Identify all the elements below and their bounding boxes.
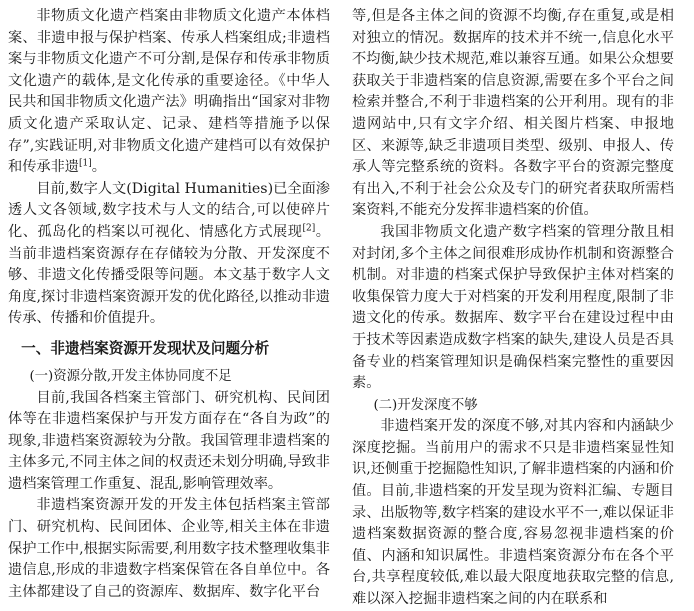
paragraph-text: 。当前非遗档案资源存在存储较为分散、开发深度不够、非遗文化传播受限等问题。本文基于数字人文角度,探讨非遗档案资源开发的优化路径,以推动非遗传承、传播和价值提升。	[8, 223, 330, 327]
paragraph-depth: 非遗档案开发的深度不够,对其内容和内涵缺少深度挖掘。当前用户的需求不只是非遗档案显性知识,还侧重于挖掘隐性知识,了解非遗档案的内涵和价值。目前,非遗档案的开发呈现为资料汇编、专题目录、出版物等,数字档案的建设水平不一,难以保证非遗档案数据资源的整合度,容易忽视非遗档案的价值、内涵和知识属性。非遗档案资源分布在各个平台,共享程度较低,难以最大限度地获取完整的信息,难以深入挖掘非遗档案之间的内在联系和	[352, 418, 674, 608]
paragraph-management-closed: 我国非物质文化遗产数字档案的管理分散且相对封闭,多个主体之间很难形成协作机制和资源整合机制。对非遗的档案式保护导致保护主体对档案的收集保管力度大于对档案的开发利用程度,限制了非遗文化的传承。数据库、数字平台在建设过程中由于技术等因素造成数字档案的缺失,建设人员是否具备专业的档案管理知识是确保档案完整性的重要因素。	[352, 223, 674, 392]
subsection-heading: (二)开发深度不够	[373, 397, 478, 413]
left-column	[8, 6, 330, 603]
subsection-heading: (一)资源分散,开发主体协同度不足	[29, 368, 232, 384]
paragraph-development-subjects: 非遗档案资源开发的开发主体包括档案主管部门、研究机构、民间团体、企业等,相关主体在非遗保护工作中,根据实际需要,利用数字技术整理收集非遗信息,形成的非遗数字档案保管在各自单位中。各主体都建设了自己的资源库、数据库、数字化平台	[8, 497, 330, 600]
paragraph-intro	[8, 6, 330, 179]
citation-ref: [1]	[78, 158, 92, 169]
section-heading: 一、非遗档案资源开发现状及问题分析	[21, 339, 270, 357]
paragraph-text: 。	[91, 159, 106, 176]
paragraph-text: 非物质文化遗产档案由非物质文化遗产本体档案、非遗申报与保护档案、传承人档案组成;非遗档案与非物质文化遗产不可分割,是保存和传承非物质文化遗产的载体,是文化传承的重要途径。《中华人民共和国非物质文化遗产法》明确指出“国家对非物质文化遗产采取认定、记录、建档等措施予以保存”,实践证明,对非物质文化遗产建档可以有效保护和传承非遗	[8, 8, 330, 176]
paragraph-digital-humanities	[8, 179, 330, 330]
paragraph-text: 目前,数字人文(Digital Humanities)已全面渗透人文各领域,数字技术与人文的结合,可以使碎片化、孤岛化的档案以可视化、情感化方式展现	[8, 180, 330, 240]
paragraph-continued: 等,但是各主体之间的资源不均衡,存在重复,或是相对独立的情况。数据库的技术并不统一,信息化水平不均衡,缺少技术规范,难以兼容互通。如果公众想要获取关于非遗档案的信息资源,需要在多个平台之间检索并整合,不利于非遗档案的公开利用。现有的非遗网站中,只有文字介绍、相关图片档案、申报地区、来源等,缺乏非遗项目类型、级别、申报人、传承人等完整系统的资料。各数字平台的资源完整度有出入,不利于社会公众及专门的研究者获取所需档案资料,不能充分发挥非遗档案的价值。	[352, 8, 674, 219]
paragraph-scattered-resources: 目前,我国各档案主管部门、研究机构、民间团体等在非遗档案保护与开发方面存在“各自为政”的现象,非遗档案资源较为分散。我国管理非遗档案的主体多元,不同主体之间的权责还未划分明确,导致非遗档案管理工作重复、混乱,影响管理效率。	[8, 389, 330, 492]
right-column	[352, 6, 674, 611]
citation-ref: [2]	[302, 223, 316, 234]
